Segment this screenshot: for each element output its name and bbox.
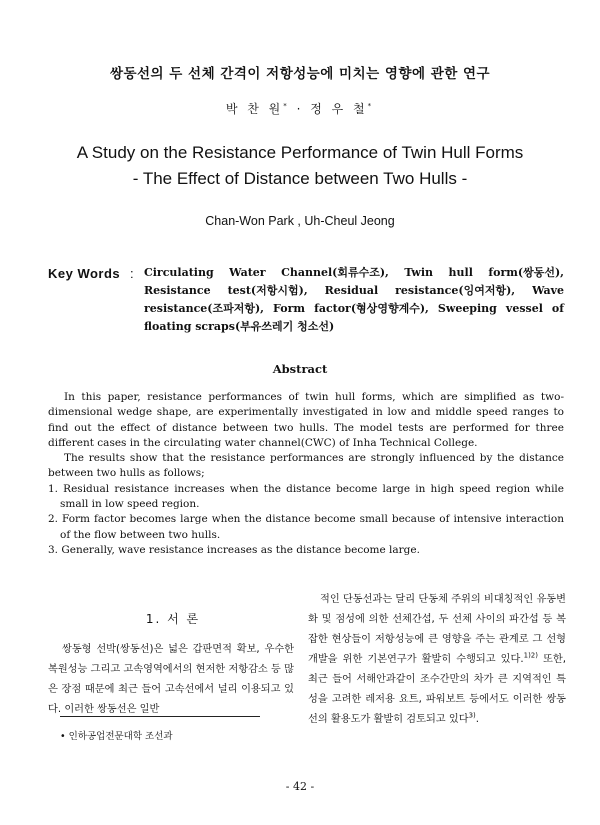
right-text-part-2: 또한, 최근 들어 서해안과같이 조수간만의 차가 큰 지역적인 특성을 고려한 레저용 요트, 파워보트 등에서도 이러한 쌍동선의 활용도가 활발히 검토되고 있다 (308, 654, 566, 725)
abstract-title: Abstract (272, 362, 328, 376)
keywords-colon: : (130, 266, 134, 281)
citation-1: 1)2) (523, 651, 538, 660)
abstract-item-3: 3. Generally, wave resistance increases as the distance become large. (48, 543, 420, 556)
footnote-affiliation: • 인하공업전문대학 조선과 (60, 731, 173, 742)
abstract-paragraph-2: The results show that the resistance performances are strongly influenced by the distance between two hulls as follows; (48, 452, 564, 480)
abstract-item-2: 2. Form factor becomes large when the distance become small because of intensive interaction of the flow between two hulls. (48, 513, 564, 541)
keywords-text: Circulating Water Channel(회류수조), Twin hull form(쌍동선), Resistance test(저항시험), Residual resistance(잉여저항), Wave resistance(조파저항), Form factor(형상영향계수), Sweeping vessel of floating scraps(부유쓰레기 청소선) (144, 266, 564, 333)
keywords-label: Key Words (48, 266, 121, 281)
author-2-mark: * (367, 102, 375, 110)
author-1-mark: * (283, 102, 290, 110)
korean-title: 쌍동선의 두 선체 간격이 저항성능에 미치는 영향에 관한 연구 (109, 66, 491, 82)
page-number: - 42 - (285, 780, 315, 793)
right-text-part-3: . (475, 714, 480, 725)
english-title-line-2: - The Effect of Distance between Two Hulls - (132, 169, 468, 188)
left-column-text: 쌍동형 선박(쌍동선)은 넓은 갑판면적 확보, 우수한 복원성능 그리고 고속영역에서의 현저한 저항감소 등 많은 장점 때문에 최근 들어 고속선에서 널리 이용되고 있다. 이러한 쌍동선은 일반 (48, 644, 294, 715)
right-column-text (308, 590, 566, 730)
english-title-line-1: A Study on the Resistance Performance of Twin Hull Forms (76, 143, 524, 162)
english-authors: Chan-Won Park , Uh-Cheul Jeong (205, 214, 395, 228)
korean-authors (0, 100, 600, 117)
section-title: 1. 서 론 (145, 612, 201, 626)
author-1-korean: 박 찬 원 (225, 102, 284, 116)
footnote-rule (60, 716, 260, 717)
abstract-paragraph-1: In this paper, resistance performances of twin hull forms, which are simplified as two-dimensional wedge shape, are experimentally investigated in low and middle speed ranges to find out the effect of distance between two hulls. The model tests are performed for three different cases in the circulating water channel(CWC) of Inha Technical College. (48, 391, 564, 449)
abstract-item-1: 1. Residual resistance increases when the distance become large in high speed region while small in low speed region. (48, 482, 564, 511)
author-separator: · (289, 102, 311, 116)
author-2-korean: 정 우 철 (310, 102, 368, 116)
citation-2: 3) (468, 711, 476, 720)
abstract-body (48, 390, 564, 558)
right-text-part-1: 적인 단동선과는 달리 단동체 주위의 비대칭적인 유동변화 및 점성에 의한 선체간섭, 두 선체 사이의 파간섭 등 복잡한 현상들이 저항성능에 큰 영향을 주는 관계로 그 선형개발을 위한 기본연구가 활발히 수행되고 있다. (308, 594, 566, 665)
